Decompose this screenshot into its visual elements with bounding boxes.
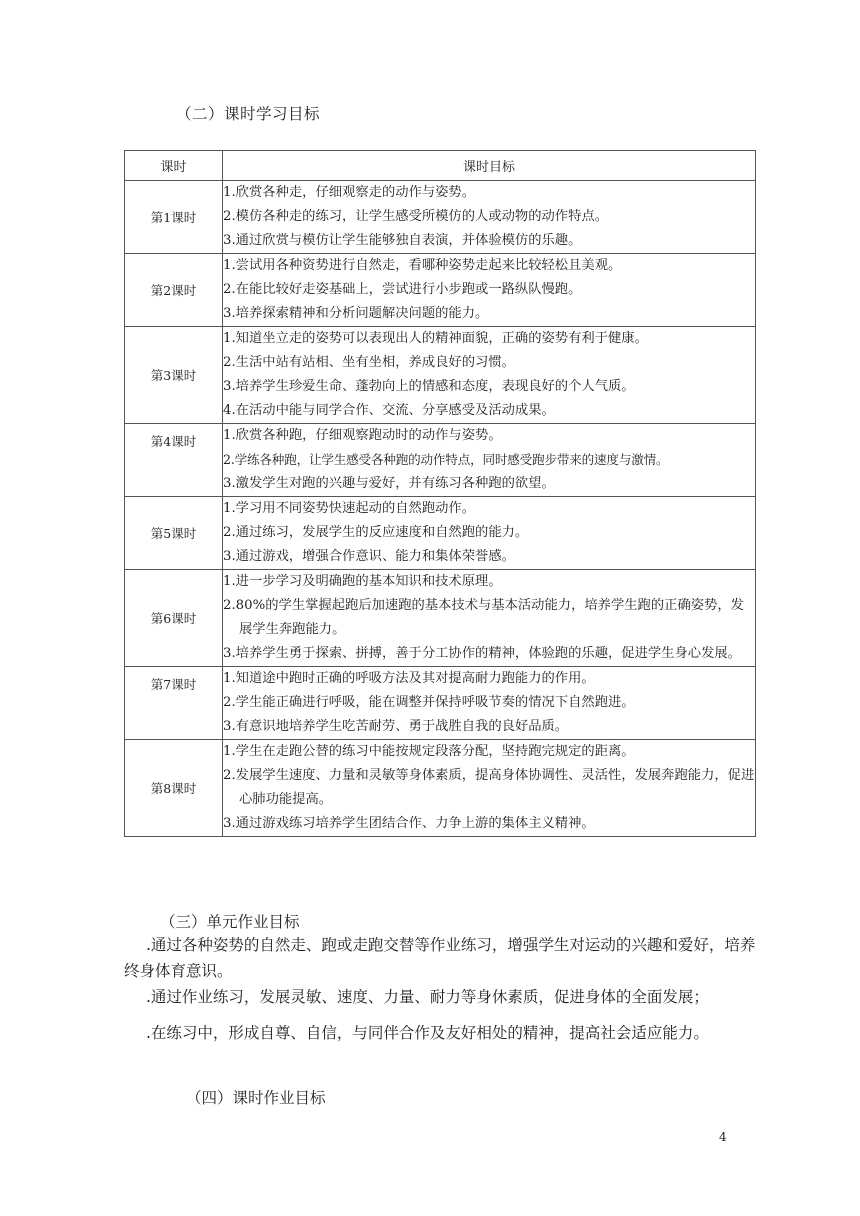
paragraph: .在练习中，形成自尊、自信，与同伴合作及友好相处的精神，提高社会适应能力。 bbox=[146, 1024, 709, 1042]
table-row bbox=[125, 497, 756, 570]
table-row bbox=[125, 254, 756, 327]
section-heading-lesson-goals: （二）课时学习目标 bbox=[176, 105, 321, 123]
goal-item: 1.学生在走跑公替的练习中能按规定段落分配，坚持跑完规定的距离。 bbox=[223, 744, 635, 759]
lesson-cell: 第1课时 bbox=[125, 181, 223, 254]
goal-item: 3.通过游戏，增强合作意识、能力和集体荣誉感。 bbox=[223, 549, 515, 564]
section-heading-lesson-homework-goals: （四）课时作业目标 bbox=[186, 1089, 326, 1107]
table-row bbox=[125, 570, 756, 667]
lesson-cell: 第7课时 bbox=[125, 667, 223, 740]
goal-item: 3.通过游戏练习培养学生团结合作、力争上游的集体主义精神。 bbox=[223, 816, 595, 831]
header-goal: 课时目标 bbox=[223, 151, 756, 181]
goals-cell bbox=[223, 254, 756, 327]
paragraph: .通过各种姿势的自然走、跑或走跑交替等作业练习，增强学生对运动的兴趣和爱好，培养终身体育意识。 bbox=[124, 936, 756, 980]
lesson-cell: 第3课时 bbox=[125, 327, 223, 424]
header-lesson: 课时 bbox=[125, 151, 223, 181]
table-row bbox=[125, 327, 756, 424]
lesson-cell: 第2课时 bbox=[125, 254, 223, 327]
lesson-cell: 第4课时 bbox=[125, 424, 223, 497]
goal-item: 3.通过欣赏与模仿让学生能够独自表演，并体验模仿的乐趣。 bbox=[223, 233, 582, 248]
goal-item: 2.发展学生速度、力量和灵敏等身体素质，提高身体协调性、灵活性，发展奔跑能力，促进心肺功能提高。 bbox=[223, 768, 755, 807]
lesson-cell: 第5课时 bbox=[125, 497, 223, 570]
goal-item: 1.进一步学习及明确跑的基本知识和技术原理。 bbox=[223, 574, 502, 589]
goal-item: 1.知道途中跑时正确的呼吸方法及其对提高耐力跑能力的作用。 bbox=[223, 671, 595, 686]
goals-cell bbox=[223, 327, 756, 424]
lesson-cell: 第6课时 bbox=[125, 570, 223, 667]
table-row bbox=[125, 667, 756, 740]
table-row bbox=[125, 424, 756, 497]
goal-item: 2.在能比较好走姿基础上，尝试进行小步跑或一路纵队慢跑。 bbox=[223, 282, 582, 297]
goals-cell bbox=[223, 740, 756, 837]
goals-cell bbox=[223, 667, 756, 740]
goals-cell bbox=[223, 181, 756, 254]
section-heading-unit-homework-goals: （三）单元作业目标 bbox=[160, 913, 300, 931]
goal-item: 1.学习用不同姿势快速起动的自然跑动作。 bbox=[223, 501, 476, 516]
goals-cell bbox=[223, 424, 756, 497]
goal-item: 2.学练各种跑，让学生感受各种跑的动作特点，同时感受跑步带来的速度与激情。 bbox=[223, 452, 669, 467]
table-row bbox=[125, 740, 756, 837]
goals-cell bbox=[223, 570, 756, 667]
goal-item: 1.欣赏各种跑，仔细观察跑动时的动作与姿势。 bbox=[223, 428, 502, 443]
goal-item: 2.学生能正确进行呼吸，能在调整并保持呼吸节奏的情况下自然跑进。 bbox=[223, 695, 635, 710]
goal-item: 1.尝试用各种资势进行自然走，看哪种姿势走起来比较轻松且美观。 bbox=[223, 258, 622, 273]
goal-item: 2.模仿各种走的练习，让学生感受所模仿的人或动物的动作特点。 bbox=[223, 209, 608, 224]
goal-item: 4.在活动中能与同学合作、交流、分享感受及活动成果。 bbox=[223, 403, 555, 418]
table-row bbox=[125, 181, 756, 254]
goal-item: 3.培养学生珍爱生命、蓬勃向上的情感和态度，表现良好的个人气质。 bbox=[223, 379, 635, 394]
goal-item: 2.80%的学生掌握起跑后加速跑的基本技术与基本活动能力，培养学生跑的正确姿势，发展学生奔跑能力。 bbox=[223, 598, 744, 637]
goal-item: 3.培养探索精神和分析问题解决问题的能力。 bbox=[223, 306, 489, 321]
goal-item: 3.有意识地培养学生吃苦耐劳、勇于战胜自我的良好品质。 bbox=[223, 719, 569, 734]
page-number: 4 bbox=[719, 1130, 727, 1144]
goal-item: 1.知道坐立走的姿势可以表现出人的精神面貌，正确的姿势有利于健康。 bbox=[223, 331, 648, 346]
goals-cell bbox=[223, 497, 756, 570]
goal-item: 1.欣赏各种走，仔细观察走的动作与姿势。 bbox=[223, 185, 476, 200]
goal-item: 3.激发学生对跑的兴趣与爱好，并有练习各种跑的欲望。 bbox=[223, 476, 555, 491]
goal-item: 3.培养学生勇于探索、拼搏，善于分工协作的精神，体验跑的乐趣，促进学生身心发展。 bbox=[223, 646, 741, 661]
goal-item: 2.通过练习，发展学生的反应速度和自然跑的能力。 bbox=[223, 525, 529, 540]
lesson-cell: 第8课时 bbox=[125, 740, 223, 837]
table-header-row bbox=[125, 151, 756, 181]
paragraph: .通过作业练习，发展灵敏、速度、力量、耐力等身休素质，促进身体的全面发展； bbox=[146, 988, 709, 1006]
lesson-goals-table bbox=[124, 150, 756, 837]
goal-item: 2.生活中站有站相、坐有坐相，养成良好的习惯。 bbox=[223, 355, 515, 370]
